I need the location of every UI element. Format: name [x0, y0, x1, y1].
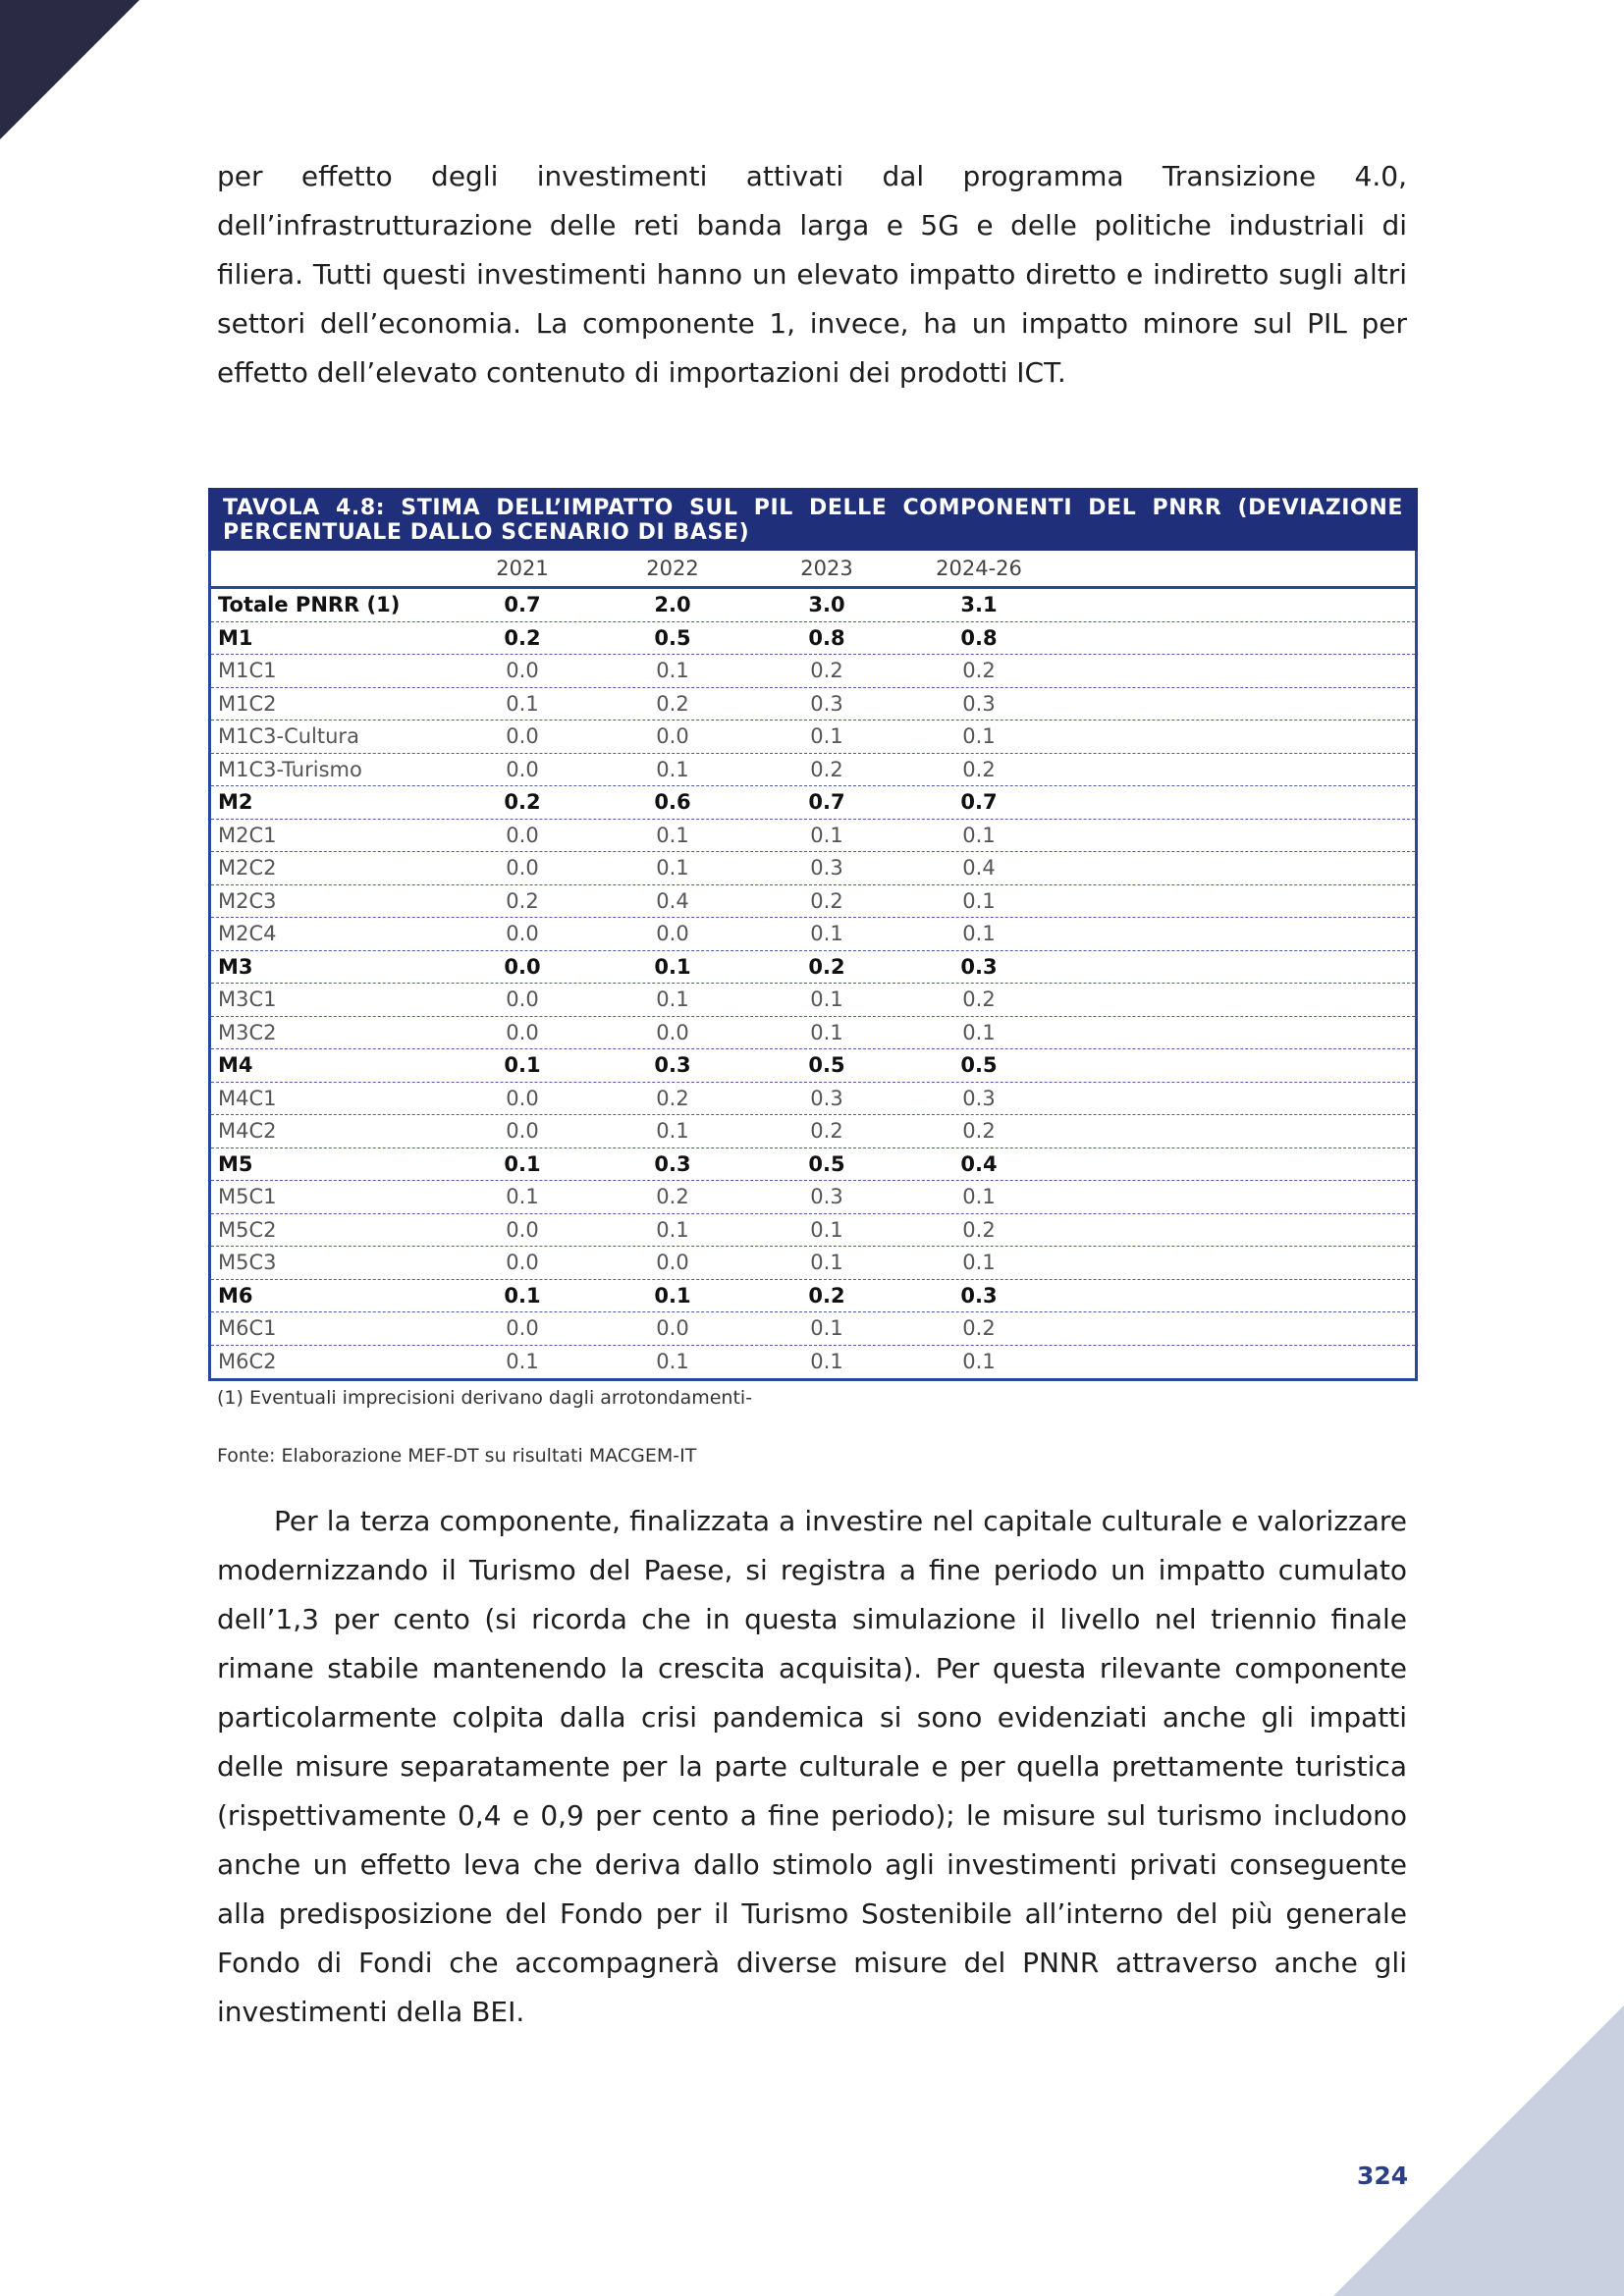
table-row	[211, 885, 1415, 919]
row-value-2022: 0.0	[656, 724, 689, 749]
row-value-2022: 0.0	[656, 1020, 689, 1044]
row-value-2021: 0.0	[506, 922, 539, 946]
table-row	[211, 754, 1415, 787]
table-row	[211, 655, 1415, 688]
row-value-2022: 0.2	[656, 1086, 689, 1110]
row-value-2022: 0.1	[656, 988, 689, 1012]
row-value-2022: 0.3	[654, 1053, 691, 1078]
row-value-2023: 0.5	[808, 1151, 845, 1176]
row-value-2022: 0.1	[656, 856, 689, 881]
row-value-2022: 0.0	[656, 1316, 689, 1341]
row-label: M6	[218, 1283, 253, 1308]
row-value-2022: 0.6	[654, 790, 691, 815]
row-value-2023: 0.3	[810, 691, 843, 716]
table-row	[211, 1280, 1415, 1313]
row-value-2023: 0.2	[810, 888, 843, 913]
row-value-2023: 0.3	[810, 1086, 843, 1110]
row-label: M6C1	[218, 1316, 277, 1341]
row-value-2023: 0.1	[810, 823, 843, 847]
row-value-2023: 0.1	[810, 1217, 843, 1242]
row-value-2024-26: 0.1	[962, 1020, 996, 1044]
row-value-2024-26: 0.1	[962, 922, 996, 946]
row-label: M4	[218, 1053, 253, 1078]
row-value-2021: 0.0	[506, 988, 539, 1012]
row-value-2021: 0.0	[506, 823, 539, 847]
table-row	[211, 1148, 1415, 1182]
row-label: M2C4	[218, 922, 277, 946]
row-value-2024-26: 0.4	[960, 1151, 998, 1176]
row-value-2021: 0.1	[506, 1350, 539, 1374]
row-value-2023: 0.7	[808, 790, 845, 815]
row-value-2021: 0.0	[506, 1217, 539, 1242]
row-value-2023: 0.3	[810, 856, 843, 881]
row-value-2021: 0.0	[504, 954, 541, 979]
row-value-2021: 0.0	[506, 1119, 539, 1144]
row-label: M5C3	[218, 1251, 277, 1275]
row-label: M3	[218, 954, 253, 979]
row-label: M5C2	[218, 1217, 277, 1242]
row-value-2021: 0.2	[506, 888, 539, 913]
row-value-2022: 0.1	[656, 1217, 689, 1242]
row-label: M2C2	[218, 856, 277, 881]
row-value-2024-26: 0.2	[962, 1119, 996, 1144]
table-header-row	[211, 551, 1415, 589]
table-row	[211, 721, 1415, 754]
row-value-2021: 0.0	[506, 659, 539, 683]
row-label: M5C1	[218, 1185, 277, 1209]
row-value-2021: 0.0	[506, 1020, 539, 1044]
row-value-2024-26: 3.1	[960, 593, 998, 617]
row-label: M1C3-Cultura	[218, 724, 359, 749]
row-value-2023: 0.1	[810, 1251, 843, 1275]
row-label: M1C2	[218, 691, 277, 716]
row-label: M1C1	[218, 659, 277, 683]
row-value-2021: 0.2	[504, 625, 541, 650]
row-label: M2	[218, 790, 253, 815]
row-value-2022: 0.2	[656, 691, 689, 716]
row-value-2024-26: 0.3	[960, 954, 998, 979]
row-label: Totale PNRR (1)	[218, 593, 401, 617]
row-value-2024-26: 0.7	[960, 790, 998, 815]
row-value-2024-26: 0.2	[962, 988, 996, 1012]
row-value-2023: 0.1	[810, 724, 843, 749]
row-value-2023: 0.1	[810, 1020, 843, 1044]
row-value-2024-26: 0.5	[960, 1053, 998, 1078]
table-rows	[211, 589, 1415, 1378]
table-source: Fonte: Elaborazione MEF-DT su risultati MACGEM-IT	[217, 1445, 697, 1467]
table-row	[211, 918, 1415, 951]
row-value-2024-26: 0.1	[962, 1350, 996, 1374]
table-row	[211, 589, 1415, 622]
row-value-2023: 0.1	[810, 1350, 843, 1374]
header-2023: 2023	[800, 557, 853, 580]
corner-decoration-bottom-right	[1333, 2005, 1624, 2296]
row-value-2022: 0.0	[656, 922, 689, 946]
row-value-2024-26: 0.1	[962, 724, 996, 749]
row-value-2024-26: 0.2	[962, 1316, 996, 1341]
table-row	[211, 984, 1415, 1017]
table-row	[211, 622, 1415, 656]
row-value-2023: 0.2	[808, 954, 845, 979]
header-2021: 2021	[496, 557, 549, 580]
row-value-2023: 0.2	[810, 1119, 843, 1144]
corner-decoration-top-left	[0, 0, 139, 139]
row-value-2022: 0.3	[654, 1151, 691, 1176]
row-value-2022: 0.1	[656, 659, 689, 683]
table-body	[208, 551, 1418, 1381]
row-value-2022: 0.1	[656, 757, 689, 781]
row-value-2021: 0.0	[506, 856, 539, 881]
row-value-2023: 0.1	[810, 922, 843, 946]
row-value-2022: 0.2	[656, 1185, 689, 1209]
table-row	[211, 852, 1415, 885]
row-value-2022: 0.1	[656, 1119, 689, 1144]
row-value-2021: 0.1	[504, 1053, 541, 1078]
row-value-2021: 0.1	[506, 1185, 539, 1209]
table-row	[211, 688, 1415, 721]
table-row	[211, 1181, 1415, 1214]
row-value-2022: 0.0	[656, 1251, 689, 1275]
row-value-2022: 0.4	[656, 888, 689, 913]
row-value-2024-26: 0.8	[960, 625, 998, 650]
table-row	[211, 1049, 1415, 1083]
table-title: TAVOLA 4.8: STIMA DELL’IMPATTO SUL PIL DELLE COMPONENTI DEL PNRR (DEVIAZIONE PERCENTUALE DALLO SCENARIO DI BASE)	[208, 488, 1418, 551]
row-value-2023: 0.1	[810, 1316, 843, 1341]
row-value-2022: 0.1	[656, 1350, 689, 1374]
row-value-2024-26: 0.1	[962, 1251, 996, 1275]
row-value-2024-26: 0.1	[962, 823, 996, 847]
row-value-2021: 0.1	[504, 1151, 541, 1176]
row-label: M1C3-Turismo	[218, 757, 362, 781]
row-value-2021: 0.7	[504, 593, 541, 617]
row-value-2022: 0.1	[654, 954, 691, 979]
paragraph-intro: per effetto degli investimenti attivati dal programma Transizione 4.0, dell’infrastrutturazione delle reti banda larga e 5G e delle politiche industriali di filiera. Tutti questi investimenti hanno un elevato impatto diretto e indiretto sugli altri settori dell’economia. La componente 1, invece, ha un impatto minore sul PIL per effetto dell’elevato contenuto di importazioni dei prodotti ICT.	[217, 160, 1407, 389]
row-value-2024-26: 0.2	[962, 1217, 996, 1242]
row-value-2023: 0.3	[810, 1185, 843, 1209]
row-value-2023: 0.2	[808, 1283, 845, 1308]
table-row	[211, 786, 1415, 820]
table-row	[211, 951, 1415, 985]
table-row	[211, 1247, 1415, 1280]
row-value-2024-26: 0.3	[960, 1283, 998, 1308]
page-number: 324	[1357, 2162, 1409, 2190]
row-value-2024-26: 0.3	[962, 1086, 996, 1110]
table-row	[211, 1083, 1415, 1116]
row-value-2022: 0.5	[654, 625, 691, 650]
table-row	[211, 1115, 1415, 1148]
row-label: M3C2	[218, 1020, 277, 1044]
row-value-2021: 0.1	[506, 691, 539, 716]
row-label: M3C1	[218, 988, 277, 1012]
row-value-2021: 0.0	[506, 724, 539, 749]
row-value-2024-26: 0.1	[962, 1185, 996, 1209]
row-value-2021: 0.0	[506, 1251, 539, 1275]
row-value-2021: 0.0	[506, 757, 539, 781]
row-value-2023: 0.5	[808, 1053, 845, 1078]
row-label: M2C3	[218, 888, 277, 913]
paragraph-terza-componente: Per la terza componente, finalizzata a investire nel capitale culturale e valorizzare modernizzando il Turismo del Paese, si registra a fine periodo un impatto cumulato dell’1,3 per cento (si ricorda che in questa simulazione il livello nel triennio finale rimane stabile mantenendo la crescita acquisita). Per questa rilevante componente particolarmente colpita dalla crisi pandemica si sono evidenziati anche gli impatti delle misure separatamente per la parte culturale e per quella prettamente turistica (rispettivamente 0,4 e 0,9 per cento a fine periodo); le misure sul turismo includono anche un effetto leva che deriva dallo stimolo agli investimenti privati conseguente alla predisposizione del Fondo per il Turismo Sostenibile all’interno del più generale Fondo di Fondi che accompagnerà diverse misure del PNNR attraverso anche gli investimenti della BEI.	[217, 1505, 1407, 2028]
row-label: M6C2	[218, 1350, 277, 1374]
row-value-2021: 0.1	[504, 1283, 541, 1308]
row-value-2024-26: 0.2	[962, 757, 996, 781]
row-value-2024-26: 0.1	[962, 888, 996, 913]
header-2022: 2022	[646, 557, 699, 580]
row-value-2023: 0.1	[810, 988, 843, 1012]
row-label: M5	[218, 1151, 253, 1176]
row-value-2023: 3.0	[808, 593, 845, 617]
table-row	[211, 1017, 1415, 1050]
row-value-2024-26: 0.2	[962, 659, 996, 683]
row-value-2021: 0.0	[506, 1086, 539, 1110]
row-value-2023: 0.2	[810, 757, 843, 781]
row-value-2023: 0.2	[810, 659, 843, 683]
row-value-2022: 2.0	[654, 593, 691, 617]
row-value-2021: 0.0	[506, 1316, 539, 1341]
row-value-2022: 0.1	[654, 1283, 691, 1308]
header-2024-26: 2024-26	[936, 557, 1022, 580]
row-value-2024-26: 0.3	[962, 691, 996, 716]
row-value-2021: 0.2	[504, 790, 541, 815]
table-row	[211, 1346, 1415, 1379]
row-value-2022: 0.1	[656, 823, 689, 847]
row-value-2023: 0.8	[808, 625, 845, 650]
table-row	[211, 820, 1415, 853]
table-4-8	[208, 488, 1418, 1381]
table-row	[211, 1214, 1415, 1248]
row-value-2024-26: 0.4	[962, 856, 996, 881]
row-label: M4C2	[218, 1119, 277, 1144]
row-label: M2C1	[218, 823, 277, 847]
row-label: M4C1	[218, 1086, 277, 1110]
table-footnote: (1) Eventuali imprecisioni derivano dagli arrotondamenti-	[217, 1387, 753, 1409]
table-row	[211, 1312, 1415, 1346]
row-label: M1	[218, 625, 253, 650]
